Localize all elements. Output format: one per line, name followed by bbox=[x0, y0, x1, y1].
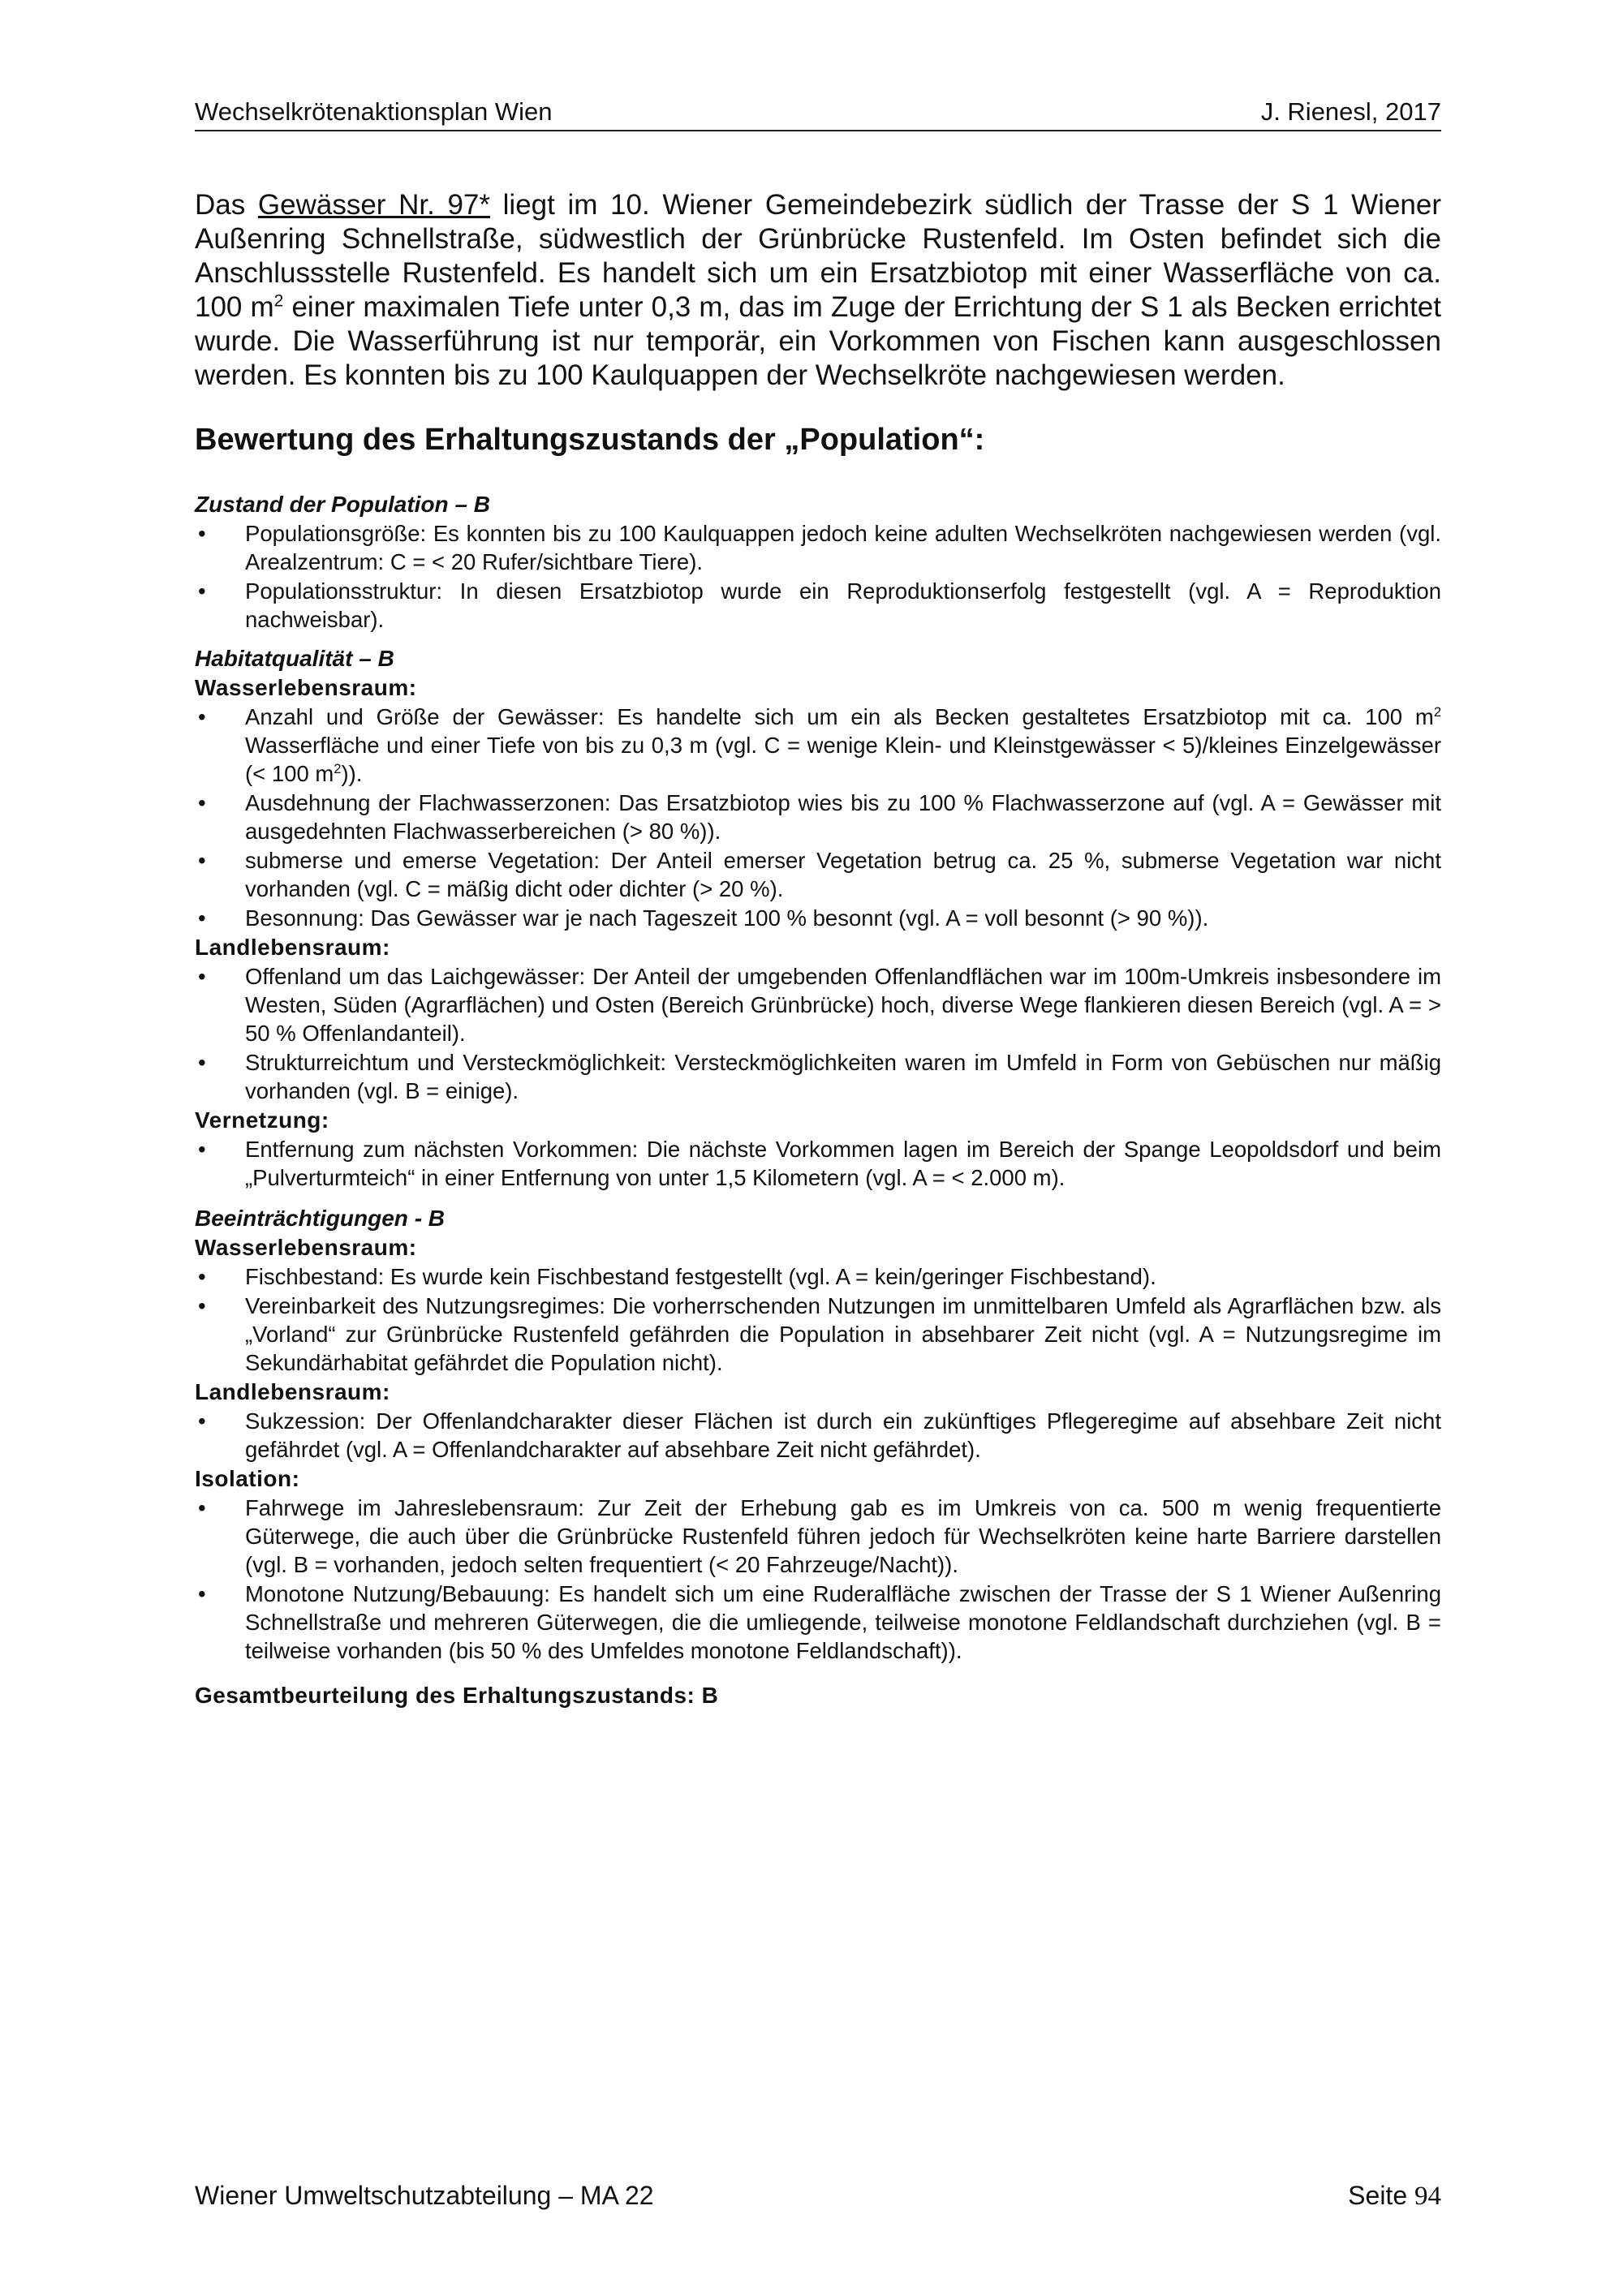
list-item: • Ausdehnung der Flachwasserzonen: Das Ersatzbiotop wies bis zu 100 % Flachwasserzone auf (vgl. A = Gewässer mit ausgedehnten Flachwasserbereichen (> 80 %)). bbox=[198, 790, 1441, 844]
impairments-wasser-list bbox=[195, 1262, 1441, 1377]
intro-text-2: liegt im 10. Wiener Gemeindebezirk südlich der Trasse der S 1 Wiener Außenring Schnellstraße, südwestlich der Grünbrücke Rustenfeld. Im Osten befindet sich die Anschlussstelle Rustenfeld. Es handelt sich um ein Ersatzbiotop mit einer Wasserfläche von ca. 100 m bbox=[195, 189, 1442, 323]
header-title: Wechselkrötenaktionsplan Wien bbox=[195, 97, 553, 126]
habitat-wasser-label: Wasserlebensraum: bbox=[195, 675, 417, 700]
intro-text-1: Das bbox=[195, 189, 258, 221]
population-title: Zustand der Population – B bbox=[195, 492, 491, 517]
list-item: • Offenland um das Laichgewässer: Der Anteil der umgebenden Offenlandflächen war im 100m-Umkreis insbesondere im Westen, Süden (Agrarflächen) und Osten (Bereich Grünbrücke) hoch, diverse Wege flankieren diesen Bereich (vgl. A = > 50 % Offenlandanteil). bbox=[198, 964, 1441, 1046]
impairments-wasser-label: Wasserlebensraum: bbox=[195, 1235, 417, 1260]
bullet: • bbox=[198, 1581, 206, 1606]
page-header bbox=[195, 97, 1441, 131]
intro-text-3: einer maximalen Tiefe unter 0,3 m, das im Zuge der Errichtung der S 1 als Becken errichtet wurde. Die Wasserführung ist nur temporär, ein Vorkommen von Fischen kann ausgeschlossen werden. Es konnten bis zu 100 Kaulquappen der Wechselkröte nachgewiesen werden. bbox=[195, 291, 1441, 391]
bullet: • bbox=[198, 964, 206, 989]
impairments-land-label: Landlebensraum: bbox=[195, 1379, 390, 1404]
list-item: • Populationsgröße: Es konnten bis zu 100 Kaulquappen jedoch keine adulten Wechselkröten nachgewiesen werden (vgl. Arealzentrum: C = < 20 Rufer/sichtbare Tiere). bbox=[198, 521, 1441, 574]
impairments-isolation-list bbox=[195, 1494, 1441, 1665]
bullet: • bbox=[198, 1293, 206, 1318]
impairments-land-list bbox=[195, 1407, 1441, 1464]
bullet: • bbox=[198, 521, 206, 546]
bullet: • bbox=[198, 1408, 206, 1434]
habitat-title: Habitatqualität – B bbox=[195, 646, 394, 671]
page-content bbox=[195, 188, 1441, 1733]
bullet: • bbox=[198, 905, 206, 931]
list-item: • Entfernung zum nächsten Vorkommen: Die nächste Vorkommen lagen im Bereich der Spange Leopoldsdorf und beim „Pulverturmteich“ in einer Entfernung von unter 1,5 Kilometern (vgl. A = < 2.000 m). bbox=[198, 1137, 1441, 1190]
intro-superscript: 2 bbox=[273, 291, 284, 311]
bullet: • bbox=[198, 1264, 206, 1289]
bullet: • bbox=[198, 1495, 206, 1520]
habitat-vernetzung-list bbox=[195, 1135, 1441, 1192]
habitat-wasser-list bbox=[195, 703, 1441, 932]
intro-paragraph bbox=[195, 188, 1441, 393]
overall-assessment: Gesamtbeurteilung des Erhaltungszustands: B bbox=[195, 1683, 719, 1708]
bullet: • bbox=[198, 790, 206, 815]
habitat-vernetzung-label: Vernetzung: bbox=[195, 1107, 329, 1133]
list-item: • submerse und emerse Vegetation: Der Anteil emerser Vegetation betrug ca. 25 %, submerse Vegetation war nicht vorhanden (vgl. C = mäßig dicht oder dichter (> 20 %). bbox=[198, 848, 1441, 901]
population-list bbox=[195, 519, 1441, 634]
list-item: • Fahrwege im Jahreslebensraum: Zur Zeit der Erhebung gab es im Umkreis von ca. 500 m wenig frequentierte Güterwege, die auch über die Grünbrücke Rustenfeld führen jedoch für Wechselkröten keine harte Barriere darstellen (vgl. B = vorhanden, jedoch selten frequentiert (< 20 Fahrzeuge/Nacht)). bbox=[198, 1495, 1441, 1577]
impairments-title: Beeinträchtigungen - B bbox=[195, 1206, 446, 1231]
page-footer bbox=[195, 2181, 1441, 2213]
page-number: Seite 94 bbox=[1348, 2181, 1441, 2211]
bullet: • bbox=[198, 1050, 206, 1075]
bullet: • bbox=[198, 578, 206, 604]
list-item: • Sukzession: Der Offenlandcharakter dieser Flächen ist durch ein zukünftiges Pflegeregime auf absehbare Zeit nicht gefährdet (vgl. A = Offenlandcharakter auf absehbare Zeit nicht gefährdet). bbox=[198, 1408, 1441, 1462]
section-heading: Bewertung des Erhaltungszustands der „Population“: bbox=[195, 423, 985, 457]
list-item: • Besonnung: Das Gewässer war je nach Tageszeit 100 % besonnt (vgl. A = voll besonnt (> 90 %)). bbox=[198, 905, 1209, 931]
bullet: • bbox=[198, 704, 206, 729]
bullet: • bbox=[198, 1137, 206, 1162]
list-item: • Fischbestand: Es wurde kein Fischbestand festgestellt (vgl. A = kein/geringer Fischbestand). bbox=[198, 1264, 1156, 1289]
list-item: • Monotone Nutzung/Bebauung: Es handelt sich um eine Ruderalfläche zwischen der Trasse der S 1 Wiener Außenring Schnellstraße und mehreren Güterwegen, die die umliegende, teilweise monotone Feldlandschaft durchziehen (vgl. B = teilweise vorhanden (bis 50 % des Umfeldes monotone Feldlandschaft)). bbox=[198, 1581, 1441, 1663]
list-item: • Anzahl und Größe der Gewässer: Es handelte sich um ein als Becken gestaltetes Ersatzbiotop mit ca. 100 $m^2$ Wasserfläche und einer Tiefe von bis zu 0,3 m (vgl. C = wenige Klein- und Kleinstgewässer < 5)/kleines Einzelgewässer (< 100 $m^2$)). bbox=[198, 704, 1441, 786]
bullet: • bbox=[198, 848, 206, 873]
header-author: J. Rienesl, 2017 bbox=[1260, 97, 1441, 126]
habitat-land-list bbox=[195, 962, 1441, 1105]
list-item: • Strukturreichtum und Versteckmöglichkeit: Versteckmöglichkeiten waren im Umfeld in Form von Gebüschen nur mäßig vorhanden (vgl. B = einige). bbox=[198, 1050, 1441, 1103]
footer-department: Wiener Umweltschutzabteilung – MA 22 bbox=[195, 2181, 654, 2210]
impairments-isolation-label: Isolation: bbox=[195, 1466, 300, 1491]
list-item: • Vereinbarkeit des Nutzungsregimes: Die vorherrschenden Nutzungen im unmittelbaren Umfeld als Agrarflächen bzw. als „Vorland“ zur Grünbrücke Rustenfeld gefährden die Population in absehbarer Zeit nicht (vgl. A = Nutzungsregime im Sekundärhabitat gefährdet die Population nicht). bbox=[198, 1293, 1441, 1375]
water-body-reference: Gewässer Nr. 97* bbox=[257, 189, 490, 221]
habitat-land-label: Landlebensraum: bbox=[195, 935, 390, 960]
list-item: • Populationsstruktur: In diesen Ersatzbiotop wurde ein Reproduktionserfolg festgestellt (vgl. A = Reproduktion nachweisbar). bbox=[198, 578, 1441, 632]
